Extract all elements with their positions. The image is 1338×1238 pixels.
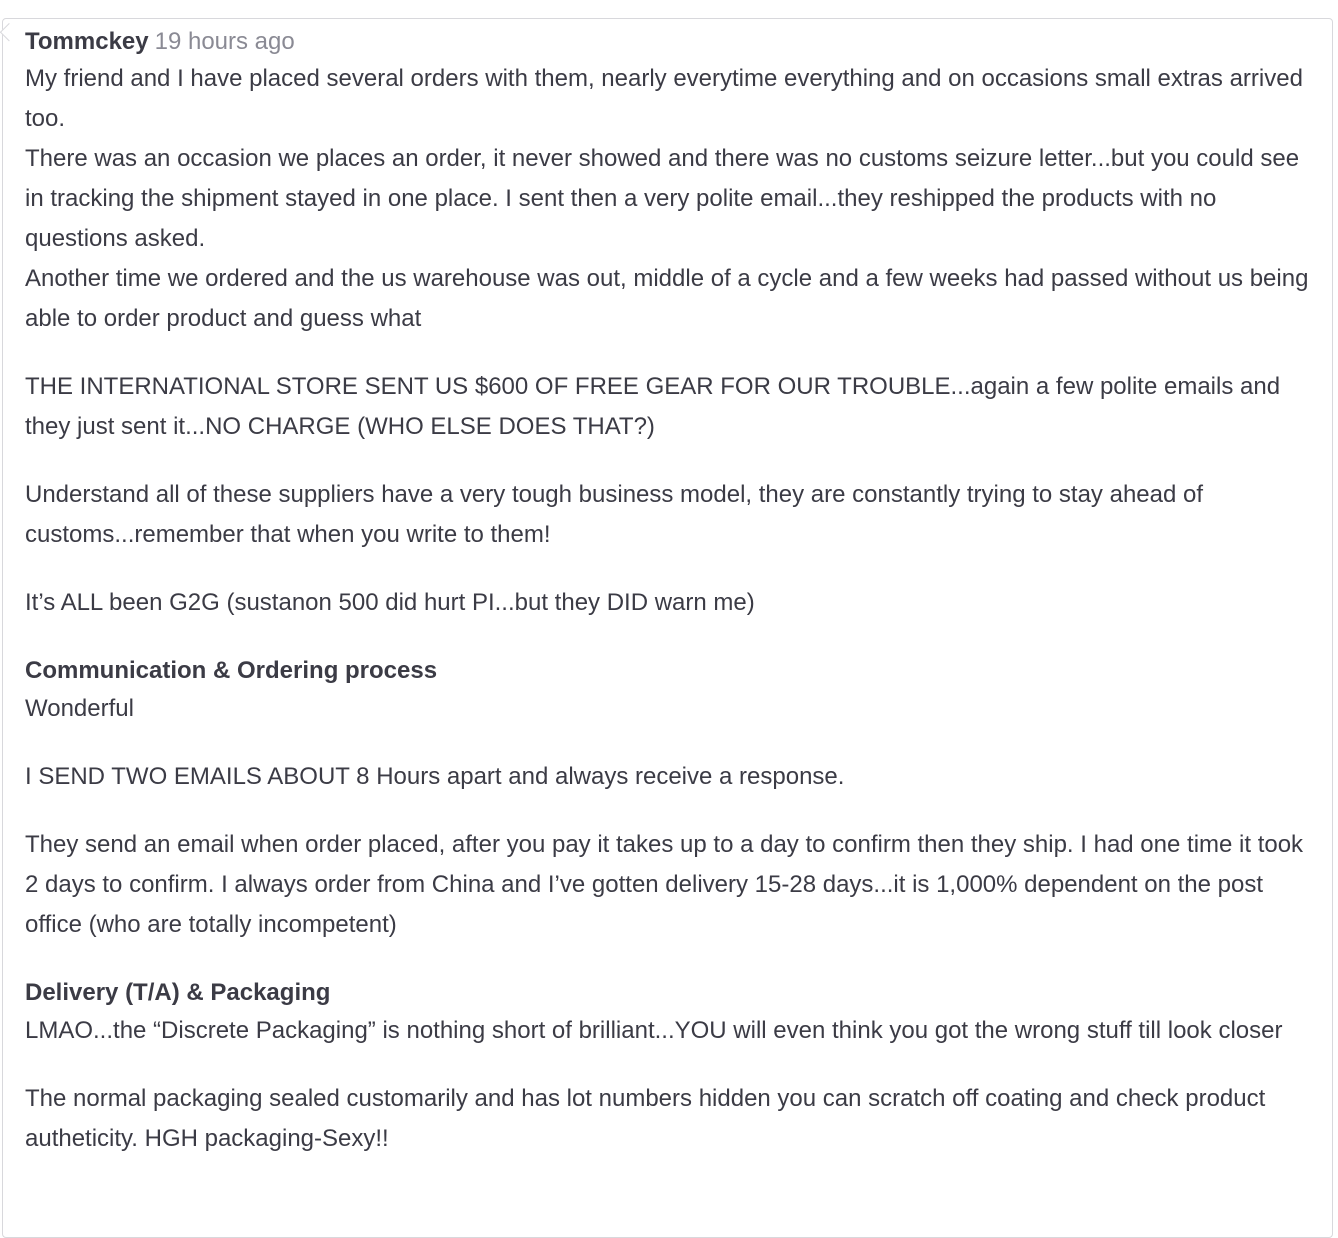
- comment-paragraph: They send an email when order placed, after you pay it takes up to a day to confirm then they ship. I had one time it took 2 days to confirm. I always order from China and I’ve gotten delivery 15-28 days...it is 1,000% dependent on the post office (who are totally incompetent): [25, 831, 1304, 938]
- section-heading: Communication & Ordering process: [25, 657, 438, 684]
- comment-paragraph: THE INTERNATIONAL STORE SENT US $600 OF FREE GEAR FOR OUR TROUBLE...again a few polite emails and they just sent it...NO CHARGE (WHO ELSE DOES THAT?): [25, 373, 1281, 440]
- comment-card: [2, 18, 1333, 1238]
- comment-paragraph: My friend and I have placed several orders with them, nearly everytime everything and on occasions small extras arrived too.: [25, 65, 1303, 132]
- comment-paragraph: It’s ALL been G2G (sustanon 500 did hurt PI...but they DID warn me): [25, 589, 755, 616]
- comment-paragraph: Wonderful: [25, 695, 134, 722]
- comment-pointer: [0, 23, 18, 41]
- comment-paragraph: I SEND TWO EMAILS ABOUT 8 Hours apart and always receive a response.: [25, 763, 845, 790]
- section-heading: Delivery (T/A) & Packaging: [25, 979, 331, 1006]
- comment-paragraph: Another time we ordered and the us warehouse was out, middle of a cycle and a few weeks had passed without us being able to order product and guess what: [25, 265, 1309, 332]
- comment-timestamp: 19 hours ago: [154, 28, 295, 55]
- comment-paragraph: Understand all of these suppliers have a very tough business model, they are constantly trying to stay ahead of customs...remember that when you write to them!: [25, 481, 1204, 548]
- comment-paragraph: There was an occasion we places an order, it never showed and there was no customs seizure letter...but you could see in tracking the shipment stayed in one place. I sent then a very polite email...they reshipped the products with no questions asked.: [25, 145, 1300, 252]
- comment-body: [25, 25, 1310, 1159]
- comment-author[interactable]: Tommckey: [25, 28, 149, 55]
- comment-meta: [25, 25, 1310, 59]
- comment-paragraph: The normal packaging sealed customarily and has lot numbers hidden you can scratch off coating and check product autheticity. HGH packaging-Sexy!!: [25, 1085, 1266, 1152]
- comment-paragraph: LMAO...the “Discrete Packaging” is nothing short of brilliant...YOU will even think you got the wrong stuff till look closer: [25, 1017, 1283, 1044]
